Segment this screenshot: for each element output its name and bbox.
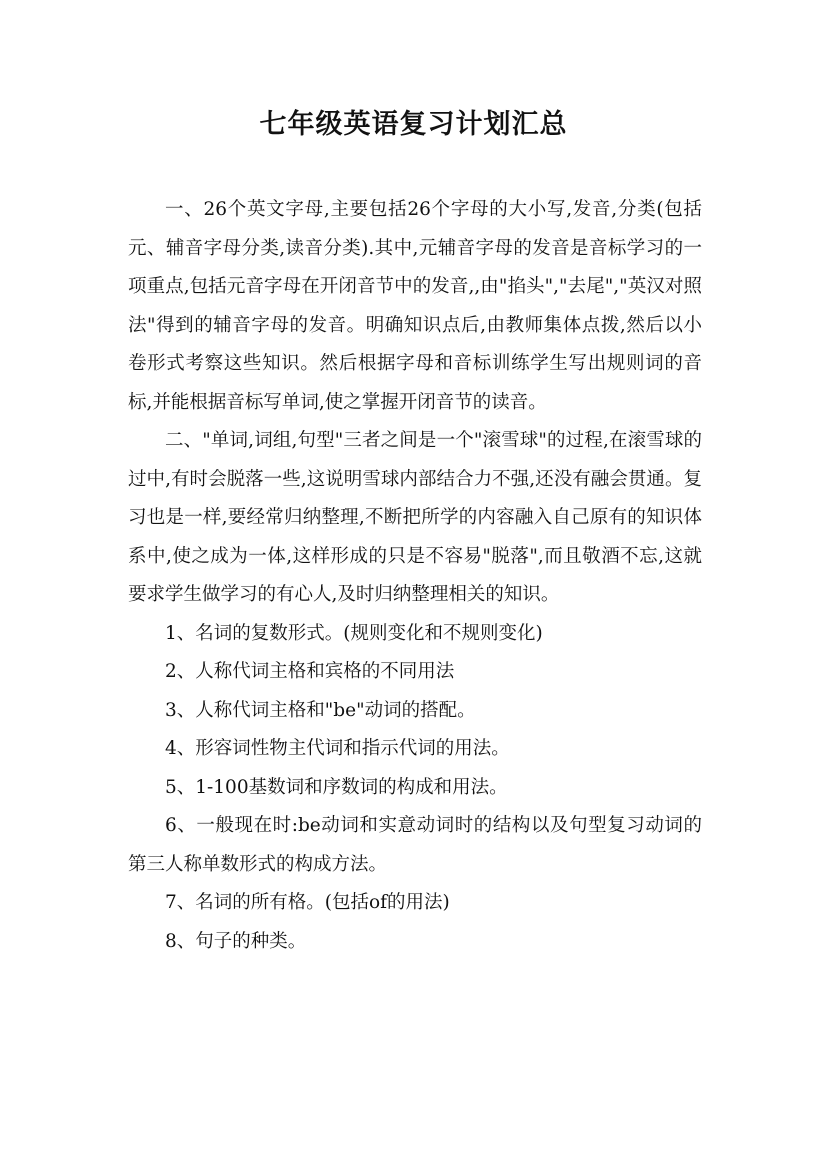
list-item-8: 8、句子的种类。 — [165, 930, 307, 952]
document-body — [128, 191, 702, 961]
paragraph-vocabulary: 二、"单词,词组,句型"三者之间是一个"滚雪球"的过程,在滚雪球的过中,有时会脱落一些,这说明雪球内部结合力不强,还没有融会贯通。复习也是一样,要经常归纳整理,不断把所学的内容融入自己原有的知识体系中,使之成为一体,这样形成的只是不容易"脱落",而且敬酒不忘,这就要求学生做学习的有心人,及时归纳整理相关的知识。 — [128, 430, 702, 605]
list-item-3: 3、人称代词主格和"be"动词的搭配。 — [165, 699, 476, 721]
paragraph-letters: 一、26个英文字母,主要包括26个字母的大小写,发音,分类(包括元、辅音字母分类,读音分类).其中,元辅音字母的发音是音标学习的一项重点,包括元音字母在开闭音节中的发音,,由"掐头","去尾","英汉对照法"得到的辅音字母的发音。明确知识点后,由教师集体点拨,然后以小卷形式考察这些知识。然后根据字母和音标训练学生写出规则词的音标,并能根据音标写单词,使之掌握开闭音节的读音。 — [128, 199, 702, 413]
list-item-2: 2、人称代词主格和宾格的不同用法 — [165, 661, 455, 682]
list-item-1: 1、名词的复数形式。(规则变化和不规则变化) — [165, 622, 543, 644]
list-item-5: 5、1-100基数词和序数词的构成和用法。 — [165, 776, 508, 798]
list-item-4: 4、形容词性物主代词和指示代词的用法。 — [165, 738, 510, 759]
list-item-6: 6、一般现在时:be动词和实意动词时的结构以及句型复习动词的第三人称单数形式的构成方法。 — [128, 815, 702, 875]
document-title: 七年级英语复习计划汇总 — [259, 109, 568, 140]
list-item-7: 7、名词的所有格。(包括of的用法) — [165, 892, 450, 913]
